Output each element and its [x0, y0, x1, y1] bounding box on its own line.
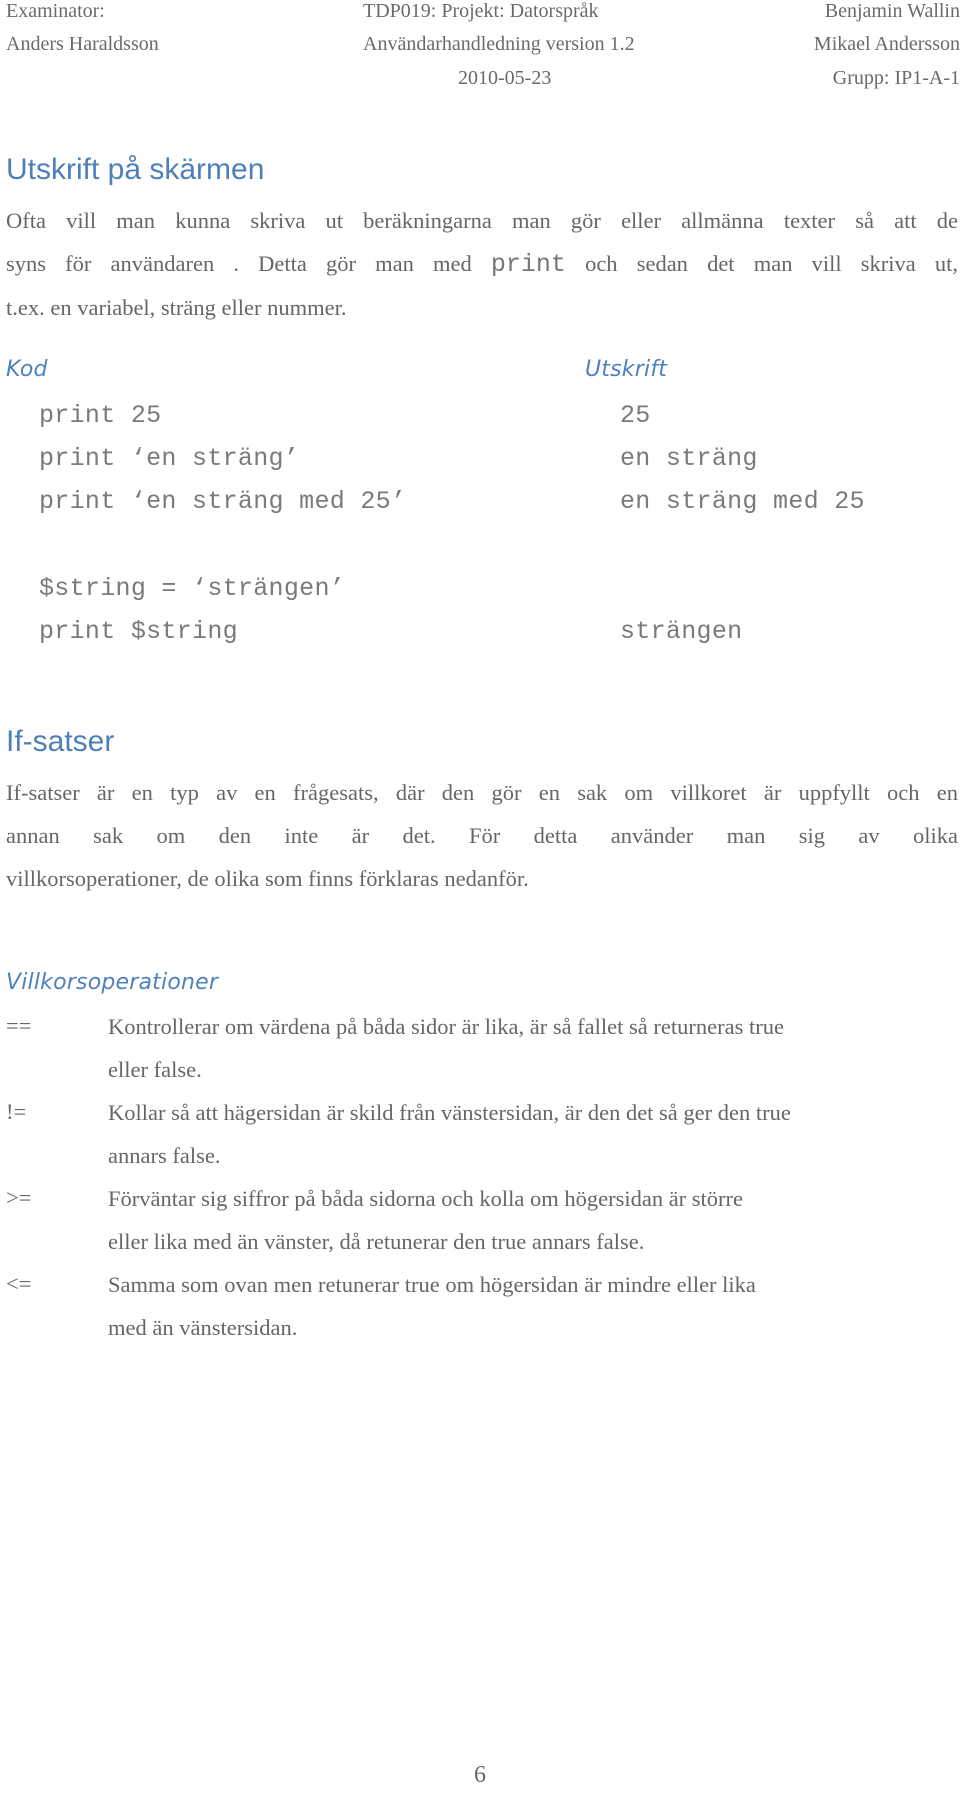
print-paragraph-line-2-a: syns för användaren . Detta gör man med	[6, 251, 491, 276]
output-line-2: en sträng	[620, 444, 758, 473]
operator-not-equal-description-line-1: Kollar så att hägersidan är skild från vänstersidan, är den det så ger den true	[108, 1100, 791, 1125]
operator-equal-description-line-1: Kontrollerar om värdena på båda sidor är lika, är så fallet så returneras true	[108, 1014, 784, 1039]
header-row-3	[6, 67, 960, 90]
section-title-operators: Villkorsoperationer	[6, 970, 219, 995]
operator-less-equal: <=	[6, 1271, 32, 1296]
print-paragraph-line-2	[6, 242, 958, 286]
header-empty	[6, 67, 296, 90]
operator-greater-equal-description-line-2: eller lika med än vänster, då retunerar den true annars false.	[108, 1229, 645, 1254]
output-line-1: 25	[620, 401, 651, 430]
code-line-4: $string = ‘strängen’	[39, 574, 346, 603]
section-title-print: Utskrift på skärmen	[6, 153, 265, 186]
operator-not-equal-description-line-2: annars false.	[108, 1143, 221, 1168]
code-line-3: print ‘en sträng med 25’	[39, 487, 407, 516]
if-paragraph-line-2: annan sak om den inte är det. För detta använder man sig av olika	[6, 823, 958, 848]
operator-greater-equal: >=	[6, 1185, 32, 1210]
print-paragraph-line-2-b: och sedan det man vill skriva ut,	[565, 251, 958, 276]
header-date: 2010-05-23	[458, 67, 552, 89]
inline-code-print: print	[490, 250, 566, 279]
operator-not-equal-description	[108, 1091, 950, 1177]
print-paragraph-line-1: Ofta vill man kunna skriva ut beräkningarna man gör eller allmänna texter så att de	[6, 208, 958, 233]
print-paragraph	[6, 199, 958, 329]
column-heading-code: Kod	[6, 357, 48, 382]
operator-equal-description	[108, 1005, 950, 1091]
page-number: 6	[474, 1762, 486, 1788]
code-line-5: print $string	[39, 617, 238, 646]
header-author-2: Mikael Andersson	[813, 33, 960, 55]
header-row-2	[6, 33, 960, 56]
header-author-1: Benjamin Wallin	[824, 0, 960, 22]
output-line-3: en sträng med 25	[620, 487, 865, 516]
print-paragraph-line-3: t.ex. en variabel, sträng eller nummer.	[6, 295, 347, 320]
operator-less-equal-description	[108, 1263, 950, 1349]
column-heading-output: Utskrift	[585, 357, 668, 382]
header-course: TDP019: Projekt: Datorspråk	[363, 0, 599, 22]
operator-equal-description-line-2: eller false.	[108, 1057, 202, 1082]
if-paragraph-line-3: villkorsoperationer, de olika som finns förklaras nedanför.	[6, 866, 529, 891]
header-examiner-name: Anders Haraldsson	[6, 33, 159, 55]
operator-not-equal: !=	[6, 1099, 27, 1124]
header-examiner-label: Examinator:	[6, 0, 105, 22]
output-line-5: strängen	[620, 617, 743, 646]
header-doc-title: Användarhandledning version 1.2	[363, 33, 635, 55]
operator-greater-equal-description-line-1: Förväntar sig siffror på båda sidorna och kolla om högersidan är större	[108, 1186, 744, 1211]
code-line-2: print ‘en sträng’	[39, 444, 300, 473]
section-title-if: If-satser	[6, 725, 115, 758]
if-paragraph-line-1: If-satser är en typ av en frågesats, där den gör en sak om villkoret är uppfyllt och en	[6, 780, 958, 805]
code-line-1: print 25	[39, 401, 162, 430]
header-row-1	[6, 0, 960, 23]
operator-less-equal-description-line-1: Samma som ovan men retunerar true om högersidan är mindre eller lika	[108, 1272, 756, 1297]
operator-less-equal-description-line-2: med än vänstersidan.	[108, 1315, 298, 1340]
operator-equal: ==	[6, 1013, 32, 1038]
operator-greater-equal-description	[108, 1177, 950, 1263]
header-group: Grupp: IP1-A-1	[832, 67, 960, 89]
if-paragraph	[6, 771, 958, 900]
